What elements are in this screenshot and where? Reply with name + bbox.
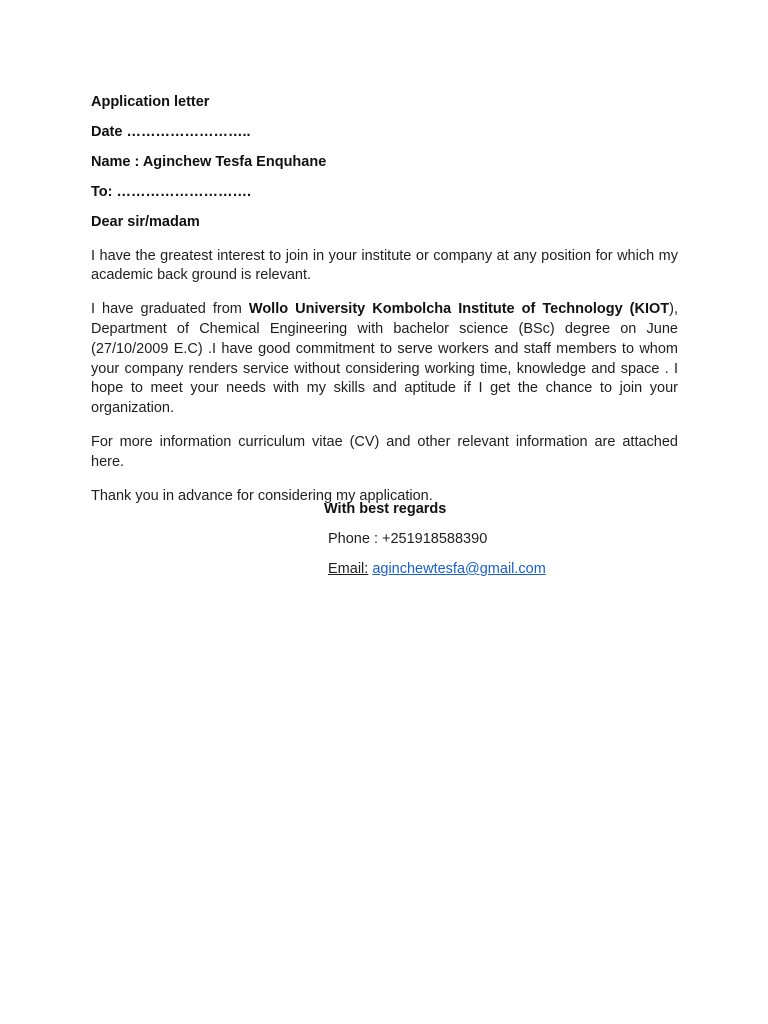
closing-regards: With best regards <box>324 501 447 517</box>
email-link[interactable]: aginchewtesfa@gmail.com <box>372 561 546 577</box>
name-line: Name : Aginchew Tesfa Enquhane <box>91 154 327 170</box>
institution-name: Wollo University Kombolcha Institute of Technology (KIOT <box>248 301 670 318</box>
email-label: Email: <box>328 561 369 577</box>
date-line: Date …………………….. <box>91 124 251 140</box>
education-prefix: I have graduated from <box>91 301 249 318</box>
phone-line: Phone : +251918588390 <box>328 531 488 547</box>
paragraph-interest: I have the greatest interest to join in your institute or company at any position for which my academic back ground is relevant. <box>91 247 678 284</box>
signature-block <box>324 499 644 589</box>
letter-body <box>91 92 678 517</box>
salutation: Dear sir/madam <box>91 214 200 230</box>
recipient-line: To: ………………………. <box>91 184 252 200</box>
letter-title: Application letter <box>91 94 210 110</box>
education-details: ), Department of Chemical Engineering with bachelor science (BSc) degree on June (27/10/2009 E.C) .I have good commitment to serve workers and staff members to whom your company renders service without considering working time, knowledge and space . I hope to meet your needs with my skills and aptitude if I get the chance to join your organization. <box>91 301 678 416</box>
paragraph-thanks: Thank you in advance for considering my application. <box>91 488 433 505</box>
paragraph-attachments: For more information curriculum vitae (CV) and other relevant information are attached here. <box>91 434 678 470</box>
paragraph-education <box>91 300 678 418</box>
email-line <box>328 559 644 579</box>
